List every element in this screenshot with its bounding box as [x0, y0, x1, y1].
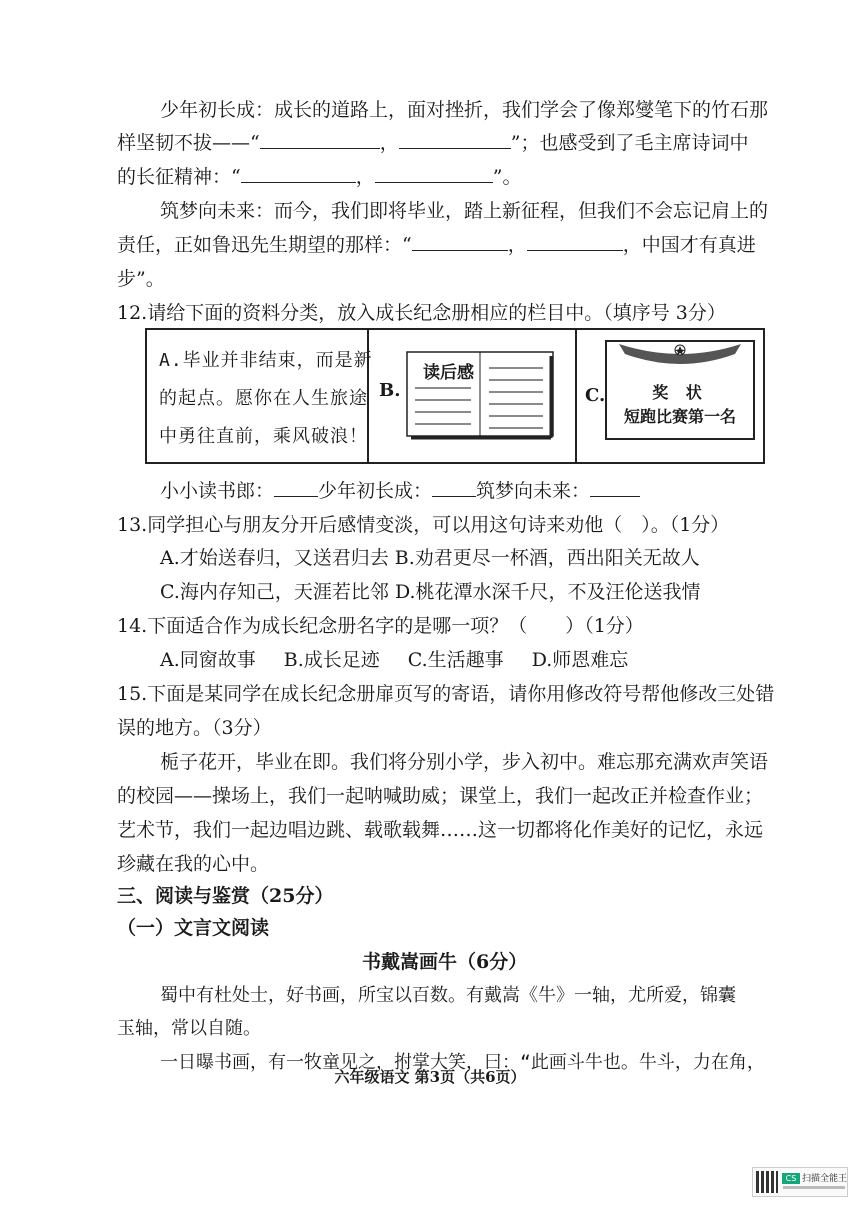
growth-line-5	[117, 230, 756, 260]
certificate-illustration	[605, 340, 755, 440]
scanner-name: 扫描全能王	[802, 1174, 848, 1184]
q12-answer-line	[160, 476, 640, 506]
certificate-title: 奖 状	[652, 383, 708, 402]
question-15-line-2: 误的地方。（3分）	[117, 717, 272, 739]
scanner-logo	[752, 1167, 848, 1197]
passage-line: 蜀中有杜处士，好书画，所宝以百数。有戴嵩《牛》一轴，尤所爱，锦囊	[160, 985, 736, 1006]
q15-paragraph-line: 艺术节，我们一起边唱边跳、载歌载舞……这一切都将化作美好的记忆，永远	[117, 819, 764, 841]
page-footer: 六年级语文 第3页（共6页）	[334, 1068, 526, 1086]
growth-line-6: 步”。	[117, 268, 165, 290]
fill-blank[interactable]	[241, 162, 356, 183]
text-segment: 的长征精神：“	[117, 166, 241, 188]
fill-blank[interactable]	[375, 162, 493, 183]
fill-blank[interactable]	[527, 230, 623, 251]
option-b: B.成长足迹	[283, 649, 380, 671]
fill-blank[interactable]	[412, 230, 508, 251]
text-segment: ”；也感受到了毛主席诗词中	[510, 132, 749, 154]
answer-label: 少年初长成：	[318, 480, 433, 502]
material-a-line: 的起点。愿你在人生旅途	[159, 388, 368, 409]
material-c-label: C.	[585, 385, 606, 406]
option-a: A.同窗故事	[160, 649, 256, 671]
text-segment: ”。	[492, 166, 522, 188]
growth-line-4: 筑梦向未来：而今，我们即将毕业，踏上新征程，但我们不会忘记肩上的	[160, 200, 769, 222]
scanner-badge: CS	[782, 1173, 800, 1184]
question-13: 13.同学担心与朋友分开后感情变淡，可以用这句诗来劝他（ ）。（1分）	[117, 514, 730, 536]
fill-blank[interactable]	[399, 128, 511, 149]
passage-line: 玉轴，常以自随。	[117, 1018, 261, 1039]
qr-code-icon	[756, 1171, 778, 1193]
q14-options	[160, 645, 628, 675]
growth-line-3	[117, 162, 521, 192]
scanner-subtitle-bar	[783, 1186, 845, 1189]
passage-line: 一日曝书画，有一牧童见之，拊掌大笑，曰：“此画斗牛也。牛斗，力在角，	[160, 1052, 765, 1073]
fill-blank[interactable]	[274, 476, 318, 497]
material-b-cell	[369, 330, 577, 462]
passage-title: 书戴嵩画牛（6分）	[362, 951, 528, 973]
q15-paragraph-line: 的校园——操场上，我们一起呐喊助威；课堂上，我们一起改正并检查作业；	[117, 785, 764, 807]
answer-label: 小小读书郎：	[160, 480, 275, 502]
question-12: 12.请给下面的资料分类，放入成长纪念册相应的栏目中。（填序号 3分）	[117, 302, 726, 324]
section-3-heading: 三、阅读与鉴赏（25分）	[117, 885, 334, 907]
ribbon-icon	[617, 340, 743, 370]
question-15-line-1: 15.下面是某同学在成长纪念册扉页写的寄语，请你用修改符号帮他修改三处错	[117, 683, 775, 705]
notebook-title: 读后感	[421, 358, 476, 383]
material-a-line: 中勇往直前，乘风破浪！	[159, 426, 368, 447]
growth-line-2	[117, 128, 748, 158]
material-b-label: B.	[379, 380, 401, 401]
q15-paragraph-line: 珍藏在我的心中。	[117, 853, 270, 875]
growth-line-1: 少年初长成：成长的道路上，面对挫折，我们学会了像郑燮笔下的竹石那	[160, 99, 769, 121]
option-c: C.生活趣事	[407, 649, 504, 671]
fill-blank[interactable]	[260, 128, 380, 149]
text-segment: 样坚韧不拔——“	[117, 132, 260, 154]
material-c-cell	[577, 330, 763, 462]
section-3-subheading: （一）文言文阅读	[117, 917, 270, 939]
certificate-text: 短跑比赛第一名	[623, 407, 736, 426]
question-14: 14.下面适合作为成长纪念册名字的是哪一项？（ ）（1分）	[117, 615, 644, 637]
text-segment: ，	[355, 166, 375, 188]
material-a-line: A.毕业并非结束，而是新	[159, 350, 373, 371]
answer-label: 筑梦向未来：	[476, 480, 591, 502]
option-d: D.师恩难忘	[531, 649, 629, 671]
materials-table	[145, 328, 765, 464]
text-segment: ，中国才有真进	[622, 234, 756, 256]
fill-blank[interactable]	[432, 476, 476, 497]
material-a-cell	[147, 330, 373, 462]
text-segment: ，	[379, 132, 399, 154]
text-segment: ，	[507, 234, 527, 256]
q15-paragraph-line: 栀子花开，毕业在即。我们将分别小学，步入初中。难忘那充满欢声笑语	[160, 751, 769, 773]
q13-options-ab: A.才始送春归，又送君归去 B.劝君更尽一杯酒，西出阳关无故人	[160, 547, 700, 569]
text-segment: 责任，正如鲁迅先生期望的那样：“	[117, 234, 412, 256]
fill-blank[interactable]	[590, 476, 640, 497]
q13-options-cd: C.海内存知己，天涯若比邻 D.桃花潭水深千尺，不及汪伦送我情	[160, 581, 701, 603]
